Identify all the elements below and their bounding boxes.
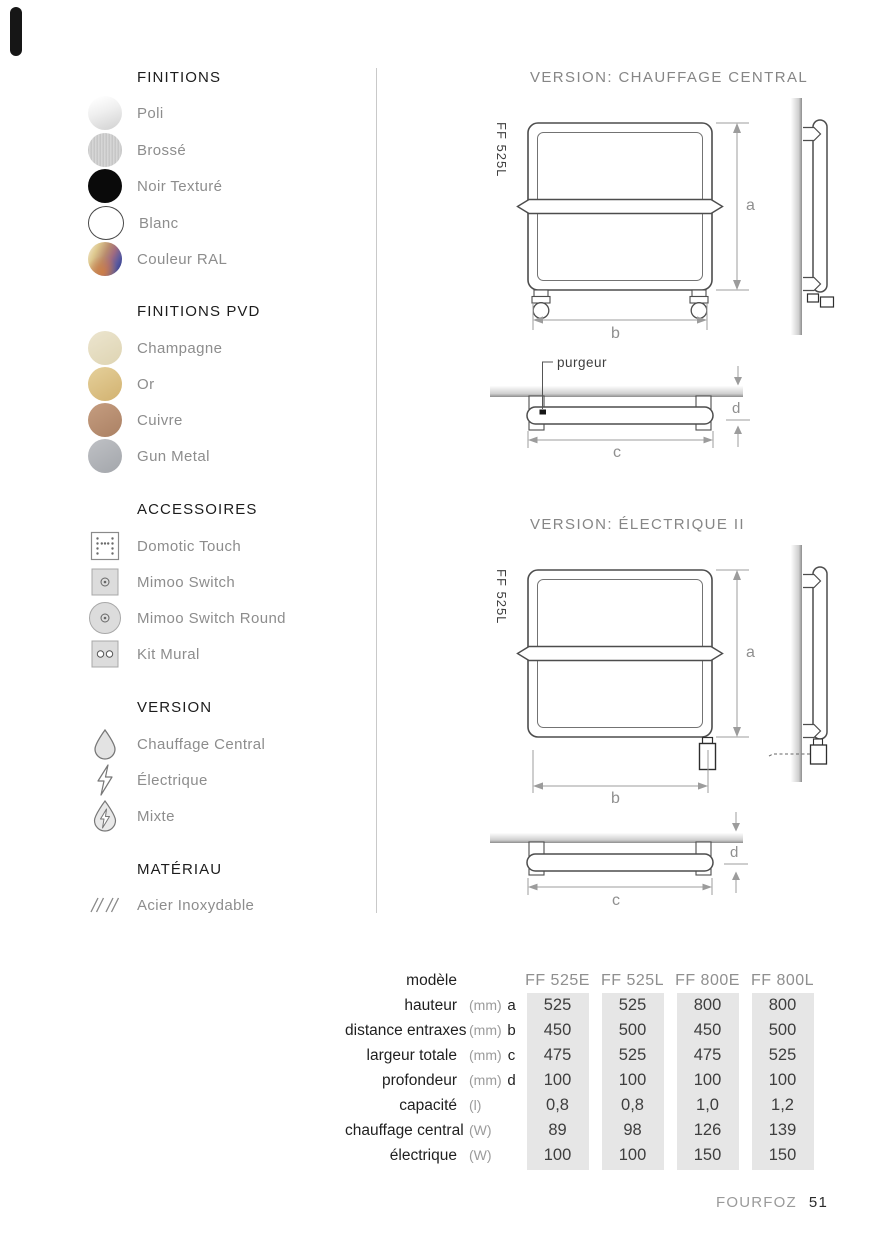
row-letter: a [507, 997, 516, 1014]
mimoo-switch-round-icon [88, 601, 122, 635]
material-item-acier [88, 887, 378, 923]
row-letter [503, 1118, 520, 1143]
cell-value: 100 [693, 1071, 722, 1089]
row-unit: (W) [469, 1147, 492, 1163]
accessory-label: Domotic Touch [137, 537, 242, 555]
finish-item-gunmetal [88, 438, 378, 474]
cell-value: 525 [618, 996, 647, 1014]
cell-value: 100 [618, 1071, 647, 1089]
dim-d-label: d [732, 400, 741, 417]
blanc-swatch [88, 206, 124, 240]
drawing2-title: VERSION: ÉLECTRIQUE II [530, 516, 746, 533]
row-letter: c [507, 1047, 516, 1064]
champagne-swatch [88, 331, 122, 365]
row-label: chauffage central [345, 1122, 464, 1139]
cell-value: 475 [543, 1046, 572, 1064]
dim-b-label: b [611, 325, 620, 342]
finish-label: Poli [137, 104, 164, 122]
cell-value: 1,2 [771, 1096, 794, 1114]
dim-c-label: c [613, 444, 621, 461]
page-footer [560, 1194, 828, 1211]
accessory-label: Kit Mural [137, 645, 200, 663]
accessory-item-mimoo-switch [88, 564, 378, 600]
row-unit: (mm) [469, 1047, 502, 1063]
dim-d-label: d [730, 844, 739, 861]
water-drop-icon [88, 727, 122, 761]
drawing1-title: VERSION: CHAUFFAGE CENTRAL [530, 69, 809, 86]
finish-label: Or [137, 375, 155, 393]
cell-value: 126 [693, 1121, 722, 1139]
row-letter [503, 1143, 520, 1168]
brosse-swatch [88, 133, 122, 167]
cell-value: 100 [543, 1071, 572, 1089]
dim-a-label: a [746, 644, 755, 661]
section-title-finitions: FINITIONS [137, 69, 222, 86]
drawing1-model-label: FF 525L [494, 122, 509, 178]
hatch-icon [88, 888, 122, 922]
cell-value: 800 [768, 996, 797, 1014]
cell-value: 800 [693, 996, 722, 1014]
finish-item-cuivre [88, 402, 378, 438]
cell-value: 139 [768, 1121, 797, 1139]
version-item-electrique [88, 762, 378, 798]
accessory-item-domotic [88, 528, 378, 564]
cell-value: 0,8 [546, 1096, 569, 1114]
cuivre-swatch [88, 403, 122, 437]
section-title-finitions-pvd: FINITIONS PVD [137, 303, 261, 320]
footer-brand: FOURFOZ [716, 1194, 797, 1211]
cell-value: 475 [693, 1046, 722, 1064]
cell-value: 450 [693, 1021, 722, 1039]
cell-value: 0,8 [621, 1096, 644, 1114]
cell-value: 98 [623, 1121, 642, 1139]
row-unit: (l) [469, 1097, 482, 1113]
finish-label: Cuivre [137, 411, 183, 429]
section-title-materiau: MATÉRIAU [137, 861, 223, 878]
model-header: FF 800E [675, 972, 740, 989]
row-unit: (mm) [469, 997, 502, 1013]
drawing1-front-view [518, 123, 750, 330]
model-header: FF 800L [750, 972, 815, 989]
row-label: largeur totale [366, 1047, 457, 1064]
cell-value: 525 [768, 1046, 797, 1064]
mimoo-switch-icon [88, 565, 122, 599]
version-label: Chauffage Central [137, 735, 266, 753]
finish-item-brosse [88, 132, 378, 168]
dim-a-label: a [746, 197, 755, 214]
row-letter: d [507, 1072, 516, 1089]
accessory-label: Mimoo Switch [137, 573, 236, 591]
accessory-label: Mimoo Switch Round [137, 609, 286, 627]
row-label: profondeur [382, 1072, 457, 1089]
cell-value: 525 [543, 996, 572, 1014]
row-label: distance entraxes [345, 1022, 467, 1039]
finish-label: Couleur RAL [137, 250, 228, 268]
finish-item-champagne [88, 330, 378, 366]
finish-item-ral [88, 241, 378, 277]
row-unit: (W) [469, 1122, 492, 1138]
cell-value: 89 [548, 1121, 567, 1139]
accessory-item-mimoo-switch-round [88, 600, 378, 636]
drop-lightning-icon [88, 799, 122, 833]
noir-swatch [88, 169, 122, 203]
material-label: Acier Inoxydable [137, 896, 255, 914]
version-item-chauffage-central [88, 726, 378, 762]
finish-label: Blanc [139, 214, 179, 232]
drawing2-front-view [518, 570, 750, 793]
table-corner-label: modèle [406, 972, 457, 989]
model-header: FF 525L [600, 972, 665, 989]
cell-value: 500 [618, 1021, 647, 1039]
dim-c-label: c [612, 892, 620, 909]
version-label: Électrique [137, 771, 208, 789]
row-unit: (mm) [469, 1072, 502, 1088]
section-title-accessoires: ACCESSOIRES [137, 501, 258, 518]
row-label: électrique [389, 1147, 457, 1164]
finish-label: Gun Metal [137, 447, 210, 465]
cell-value: 100 [543, 1146, 572, 1164]
row-unit: (mm) [469, 1022, 502, 1038]
drawing2-side-view [767, 545, 827, 782]
domotic-touch-icon [88, 529, 122, 563]
finish-item-or [88, 366, 378, 402]
kit-mural-icon [88, 637, 122, 671]
ral-swatch [88, 242, 122, 276]
cell-value: 1,0 [696, 1096, 719, 1114]
cell-value: 100 [768, 1071, 797, 1089]
cell-value: 525 [618, 1046, 647, 1064]
or-swatch [88, 367, 122, 401]
row-letter: b [507, 1022, 516, 1039]
poli-swatch [88, 96, 122, 130]
cell-value: 500 [768, 1021, 797, 1039]
lightning-bolt-icon [88, 763, 122, 797]
row-label: capacité [399, 1097, 457, 1114]
finish-label: Noir Texturé [137, 177, 223, 195]
row-label: hauteur [404, 997, 457, 1014]
drawing2-plan-view [490, 812, 748, 895]
drawing1-side-view [791, 98, 834, 335]
footer-page-number: 51 [808, 1194, 828, 1211]
finish-label: Brossé [137, 141, 187, 159]
accessory-item-kit-mural [88, 636, 378, 672]
finish-item-blanc [88, 205, 378, 241]
drawing1-plan-view [490, 362, 750, 448]
finish-item-poli [88, 95, 378, 131]
gunmetal-swatch [88, 439, 122, 473]
cell-value: 100 [618, 1146, 647, 1164]
cell-value: 450 [543, 1021, 572, 1039]
drawing2-model-label: FF 525L [494, 569, 509, 625]
dim-b-label: b [611, 790, 620, 807]
version-item-mixte [88, 798, 378, 834]
finish-label: Champagne [137, 339, 223, 357]
cell-value: 150 [768, 1146, 797, 1164]
cell-value: 150 [693, 1146, 722, 1164]
spec-table [345, 968, 820, 1168]
row-letter [503, 1093, 520, 1118]
section-title-version: VERSION [137, 699, 213, 716]
version-label: Mixte [137, 807, 175, 825]
finish-item-noir [88, 168, 378, 204]
purgeur-label: purgeur [557, 355, 608, 370]
model-header: FF 525E [525, 972, 590, 989]
